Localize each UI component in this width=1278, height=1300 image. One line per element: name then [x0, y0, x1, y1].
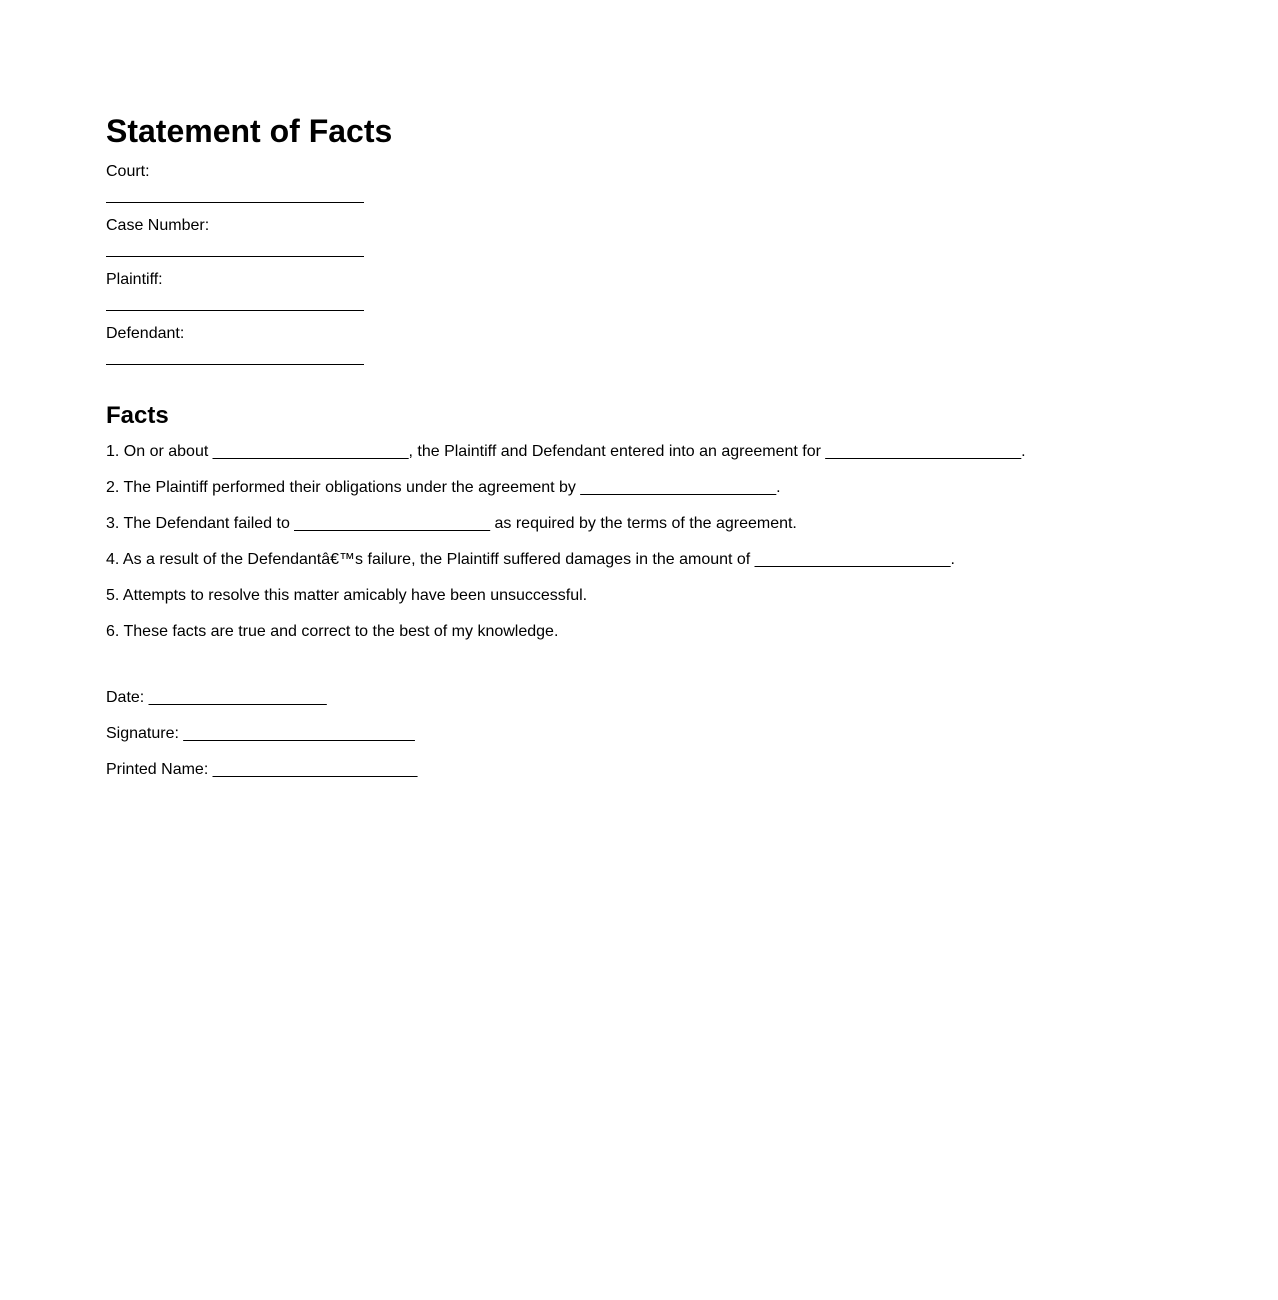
fact-item-4: 4. As a result of the Defendantâ€™s failure, the Plaintiff suffered damages in the amount of ______________________. [106, 551, 955, 568]
plaintiff-field [106, 271, 364, 311]
plaintiff-blank-line [106, 310, 364, 311]
court-blank-line [106, 202, 364, 203]
case-number-field [106, 217, 364, 257]
signature-block [106, 689, 417, 797]
fact-item-3: 3. The Defendant failed to ______________________ as required by the terms of the agreement. [106, 515, 797, 532]
defendant-field [106, 325, 364, 365]
defendant-label: Defendant: [106, 325, 185, 342]
plaintiff-label: Plaintiff: [106, 271, 163, 288]
defendant-blank-line [106, 364, 364, 365]
fact-item-2: 2. The Plaintiff performed their obligations under the agreement by ______________________. [106, 479, 781, 496]
case-number-blank-line [106, 256, 364, 257]
date-line: Date: ____________________ [106, 689, 327, 706]
document-title: Statement of Facts [106, 113, 393, 149]
fact-item-5: 5. Attempts to resolve this matter amicably have been unsuccessful. [106, 587, 588, 604]
fact-item-6: 6. These facts are true and correct to the best of my knowledge. [106, 623, 559, 640]
facts-heading: Facts [106, 402, 169, 429]
case-number-label: Case Number: [106, 217, 210, 234]
printed-name-line: Printed Name: _______________________ [106, 761, 418, 778]
fact-item-1: 1. On or about ______________________, the Plaintiff and Defendant entered into an agreement for ______________________. [106, 443, 1026, 460]
facts-list [106, 443, 1026, 659]
document-page [106, 111, 1206, 778]
court-field [106, 163, 364, 203]
signature-line: Signature: __________________________ [106, 725, 415, 742]
court-label: Court: [106, 163, 150, 180]
